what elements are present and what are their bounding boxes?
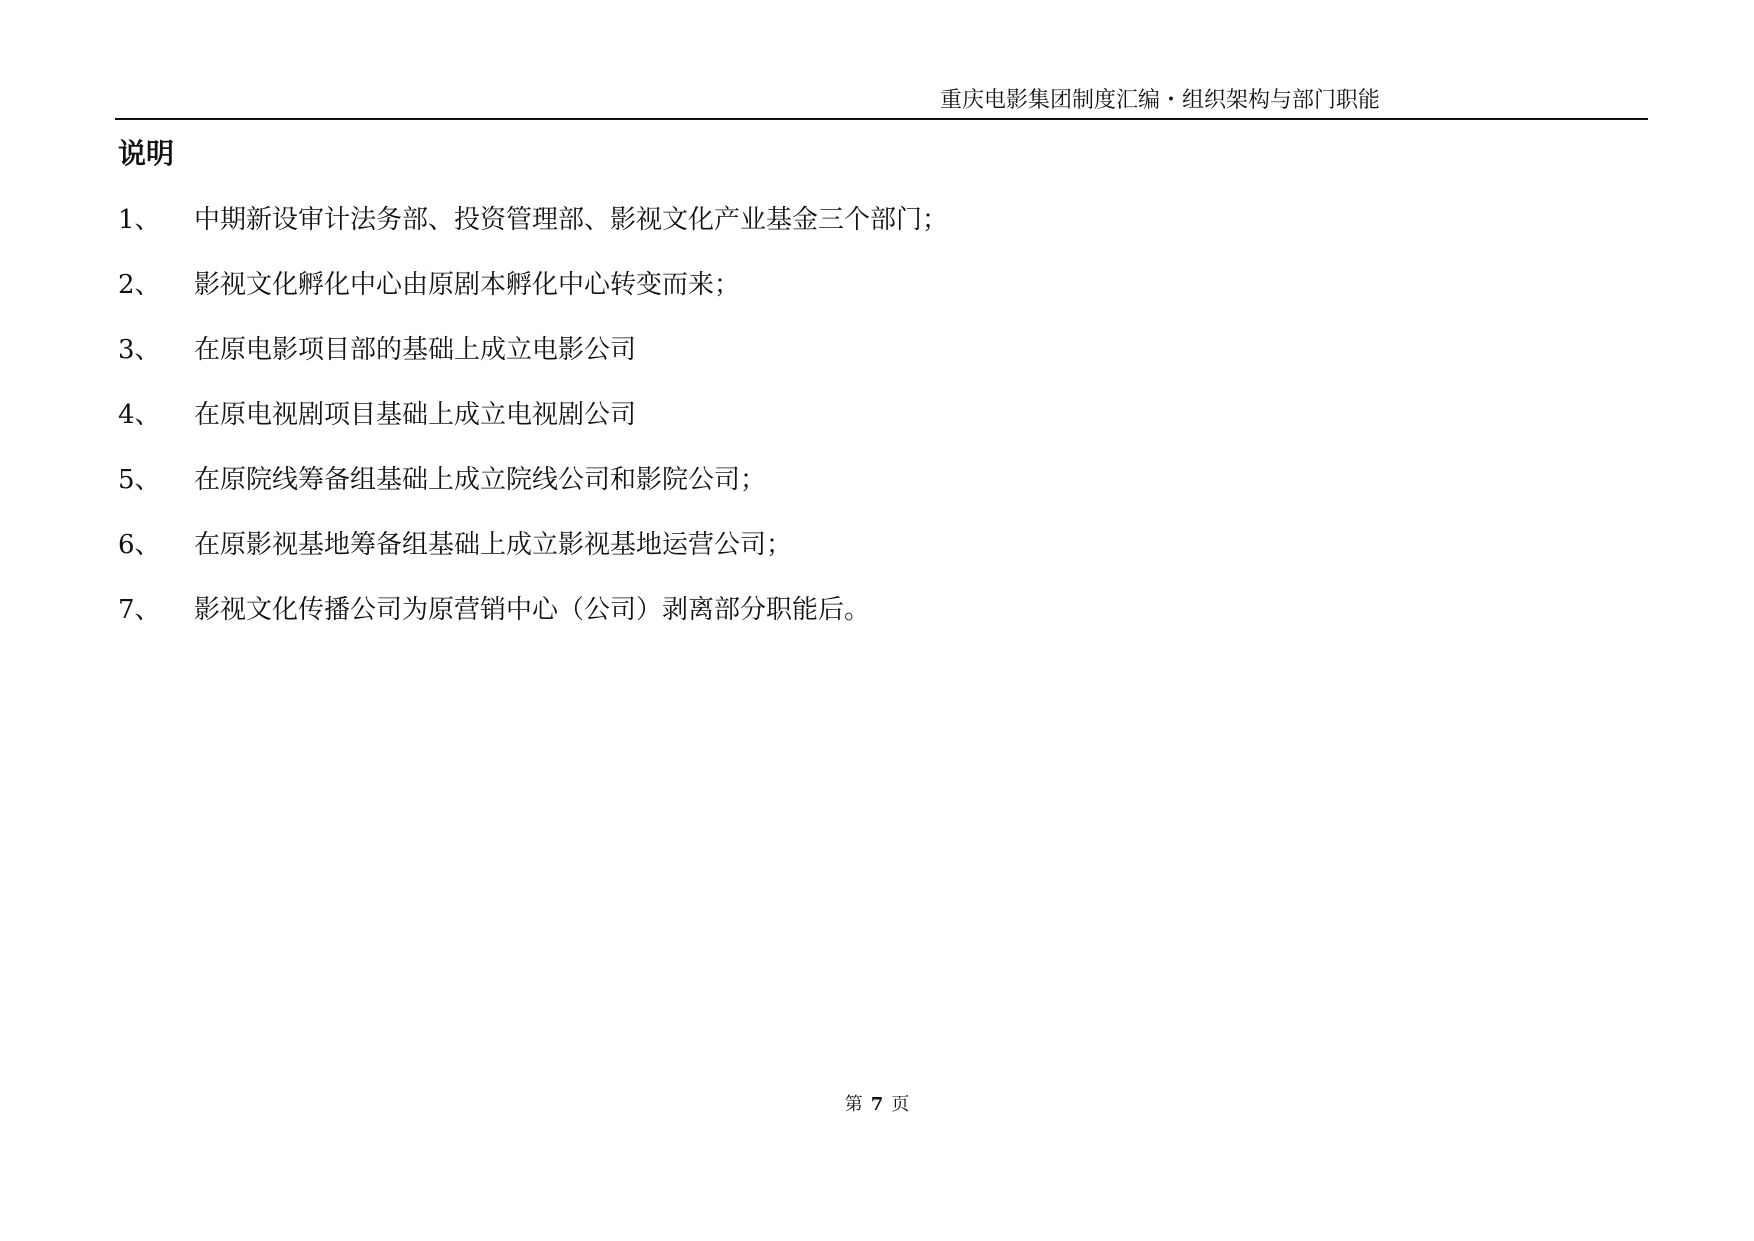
page-footer [0,1093,1754,1117]
note-text: 影视文化孵化中心由原剧本孵化中心转变而来； [194,270,741,300]
header-divider [115,118,1648,120]
note-number: 1、 [118,205,161,235]
note-number: 5、 [118,465,161,495]
note-text: 中期新设审计法务部、投资管理部、影视文化产业基金三个部门； [194,205,949,235]
note-text: 在原影视基地筹备组基础上成立影视基地运营公司； [194,530,793,560]
note-text: 影视文化传播公司为原营销中心（公司）剥离部分职能后。 [194,595,871,625]
page-label-suffix: 页 [891,1094,910,1115]
section-title: 说明 [118,137,175,170]
note-text: 在原院线筹备组基础上成立院线公司和影院公司； [194,465,767,495]
note-number: 4、 [118,400,161,430]
note-text: 在原电影项目部的基础上成立电影公司 [194,335,637,365]
note-number: 3、 [118,335,161,365]
note-item-4 [118,395,1618,460]
notes-list [118,200,1618,655]
note-item-6 [118,525,1618,590]
note-number: 2、 [118,270,161,300]
header-title: 重庆电影集团制度汇编・组织架构与部门职能 [940,88,1381,113]
note-text: 在原电视剧项目基础上成立电视剧公司 [194,400,637,430]
page-number: 7 [870,1094,884,1115]
note-item-3 [118,330,1618,395]
note-item-2 [118,265,1618,330]
note-number: 7、 [118,595,161,625]
page-label-prefix: 第 [844,1094,863,1115]
note-item-7 [118,590,1618,655]
note-number: 6、 [118,530,161,560]
note-item-1 [118,200,1618,265]
note-item-5 [118,460,1618,525]
